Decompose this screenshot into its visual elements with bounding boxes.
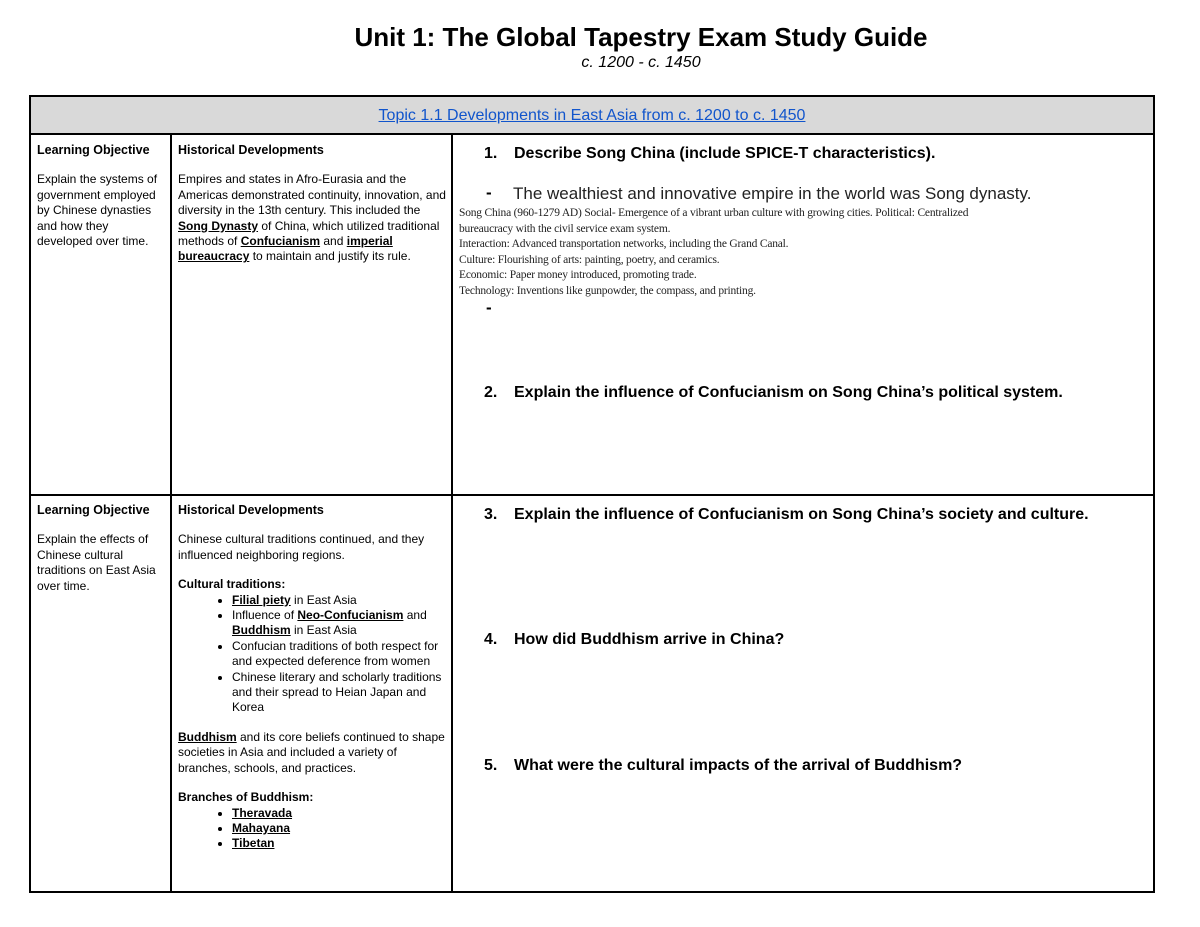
list-item: • Influence of Neo-Confucianism and Buddhism in East Asia xyxy=(232,608,446,639)
buddhism-paragraph: Buddhism and its core beliefs continued to shape societies in Asia and included a variety of branches, schools, and practices. xyxy=(178,729,445,775)
question-1: 1. Describe Song China (include SPICE-T characteristics). xyxy=(484,145,936,162)
answer-lead[interactable]: The wealthiest and innovative empire in the world was Song dynasty. xyxy=(513,184,1032,203)
learning-objective-text: Explain the effects of Chinese cultural traditions on East Asia over time. xyxy=(37,532,156,593)
historical-developments-text: Chinese cultural traditions continued, and they influenced neighboring regions. xyxy=(178,532,425,562)
answer-text[interactable]: Song China (960-1279 AD) Social- Emergence of a vibrant urban culture with growing cities. Political: Centralized bureaucracy with the civil service exam system. Interaction: Advanced transportation networks, including the Grand Canal. Culture: Flourishing of arts: painting, poetry, and ceramics. Economic: Paper money introduced, promoting trade. Technology: Inventions like gunpowder, the compass, and printing. xyxy=(459,207,969,297)
topic-header xyxy=(31,97,1153,135)
list-item[interactable]: • Mahayana xyxy=(232,821,446,836)
question-4: 4. How did Buddhism arrive in China? xyxy=(484,631,785,648)
list-item[interactable]: • Tibetan xyxy=(232,836,446,851)
question-5: 5. What were the cultural impacts of the arrival of Buddhism? xyxy=(484,757,963,774)
learning-objective-heading: Learning Objective xyxy=(37,143,150,157)
list-item: • Filial piety in East Asia xyxy=(232,593,446,608)
branches-heading: Branches of Buddhism: xyxy=(178,790,314,805)
term-buddhism[interactable]: Buddhism xyxy=(232,623,291,638)
learning-objective-text: Explain the systems of government employed by Chinese dynasties and how they developed over time. xyxy=(37,172,158,249)
column-divider xyxy=(451,133,453,891)
cultural-traditions-heading: Cultural traditions: xyxy=(178,577,286,592)
learning-objective-heading: Learning Objective xyxy=(37,503,150,517)
question-3: 3. Explain the influence of Confucianism on Song China’s society and culture. xyxy=(484,506,1089,523)
page-title: Unit 1: The Global Tapestry Exam Study Guide xyxy=(354,22,928,52)
answer-bullet-empty: - xyxy=(486,298,492,317)
column-divider xyxy=(170,133,172,891)
historical-developments-heading: Historical Developments xyxy=(178,503,324,517)
term-imperial-bureaucracy[interactable]: imperial bureaucracy xyxy=(178,234,393,264)
question-2: 2. Explain the influence of Confucianism on Song China’s political system. xyxy=(484,384,1063,401)
term-song-dynasty[interactable]: Song Dynasty xyxy=(178,218,259,233)
branches-list xyxy=(178,806,446,852)
cultural-traditions-list xyxy=(178,593,446,716)
historical-developments-heading: Historical Developments xyxy=(178,143,324,157)
historical-developments-text: Empires and states in Afro-Eurasia and the Americas demonstrated continuity, innovation, and diversity in the 13th century. This included the Song Dynasty of China, which utilized traditional methods of Confucianism and imperial bureaucracy to maintain and justify its rule. xyxy=(178,172,446,264)
learning-objective-cell xyxy=(37,503,165,594)
term-buddhism[interactable]: Buddhism xyxy=(178,729,237,744)
list-item[interactable]: • Theravada xyxy=(232,806,446,821)
answer-bullet: - xyxy=(486,183,492,202)
learning-objective-cell xyxy=(37,143,165,249)
list-item: • Chinese literary and scholarly traditions and their spread to Heian Japan and Korea xyxy=(232,670,446,716)
historical-developments-cell xyxy=(178,143,446,279)
historical-developments-cell xyxy=(178,503,446,866)
row-divider xyxy=(31,494,1153,496)
term-confucianism[interactable]: Confucianism xyxy=(240,234,321,249)
list-item: • Confucian traditions of both respect for and expected deference from women xyxy=(232,639,446,670)
topic-link[interactable]: Topic 1.1 Developments in East Asia from c. 1200 to c. 1450 xyxy=(378,107,806,124)
term-filial-piety[interactable]: Filial piety xyxy=(232,592,291,607)
page-subtitle: c. 1200 - c. 1450 xyxy=(581,54,701,71)
term-neo-confucianism[interactable]: Neo-Confucianism xyxy=(297,608,404,623)
